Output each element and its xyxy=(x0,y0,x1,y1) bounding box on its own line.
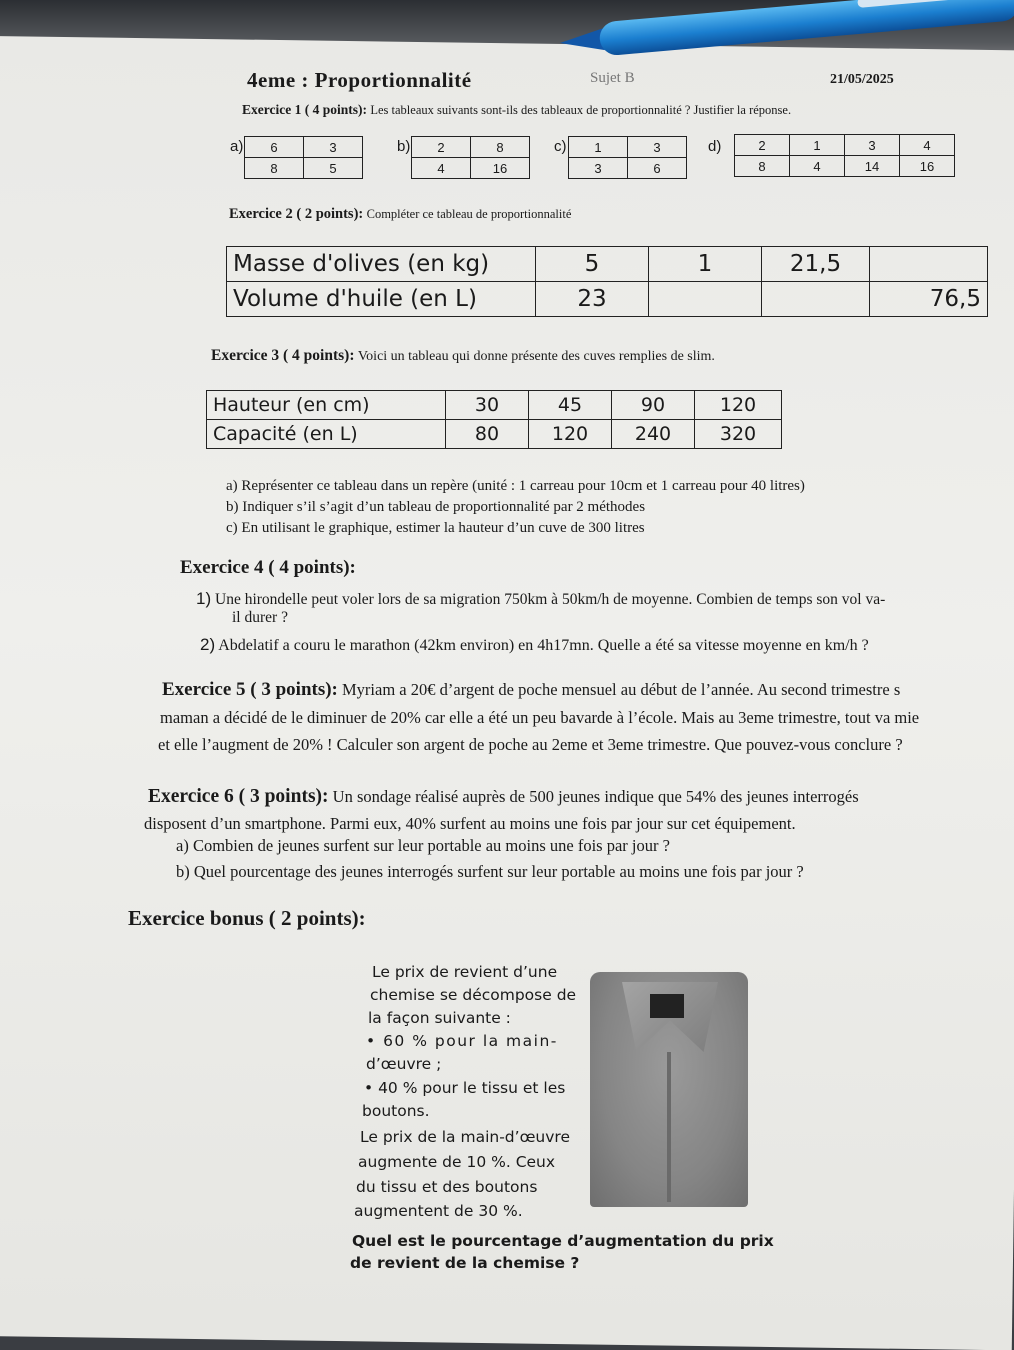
table-cell: 6 xyxy=(245,137,304,158)
table-cell: 23 xyxy=(536,282,649,317)
exercise-4-question-2 xyxy=(200,635,869,655)
bonus-line: d’œuvre ; xyxy=(366,1055,442,1073)
table-d xyxy=(734,134,955,177)
exercise-3-question-c: c) En utilisant le graphique, estimer la hauteur d’un cuve de 300 litres xyxy=(226,520,645,536)
exercise-6-question-b: b) Quel pourcentage des jeunes interrogés surfent sur leur portable au moins une fois par jour ? xyxy=(176,862,804,881)
table-cell: 16 xyxy=(900,156,955,177)
table-cell: 4 xyxy=(900,135,955,156)
table-cell: 1 xyxy=(649,247,762,282)
bonus-line: augmente de 10 %. Ceux xyxy=(358,1153,556,1171)
table-cell: 6 xyxy=(628,158,687,179)
question-text: Une hirondelle peut voler lors de sa migration 750km à 50km/h de moyenne. Combien de temps son vol va- xyxy=(215,591,886,608)
tank-table xyxy=(206,390,782,449)
table-cell: 30 xyxy=(446,391,529,420)
table-b xyxy=(411,136,530,179)
pen-tip xyxy=(559,28,605,54)
table-cell: 3 xyxy=(628,137,687,158)
table-cell: 8 xyxy=(735,156,790,177)
table-cell: 8 xyxy=(245,158,304,179)
table-cell: 120 xyxy=(529,420,612,449)
table-cell: 2 xyxy=(412,137,471,158)
table-cell: 320 xyxy=(695,420,782,449)
table-cell: 16 xyxy=(471,158,530,179)
exercise-6-line-2: disposent d’un smartphone. Parmi eux, 40% surfent au moins une fois par jour sur cet équipement. xyxy=(144,814,796,833)
table-cell: 90 xyxy=(612,391,695,420)
exercise-5-text: Myriam a 20€ d’argent de poche mensuel au début de l’année. Au second trimestre s xyxy=(342,680,901,699)
exercise-5-line-3: et elle l’augment de 20% ! Calculer son argent de poche au 2eme et 3eme trimestre. Que pouvez-vous conclure ? xyxy=(158,735,903,754)
exercise-1-text: Les tableaux suivants sont-ils des tableaux de proportionnalité ? Justifier la réponse. xyxy=(370,103,792,117)
question-number: 1) xyxy=(196,589,212,608)
exercise-bonus-title: Exercice bonus ( 2 points): xyxy=(128,906,366,930)
bonus-question-line: de revient de la chemise ? xyxy=(350,1254,580,1272)
bonus-line: chemise se décompose de xyxy=(370,986,577,1004)
table-a-tag: a) xyxy=(230,138,244,155)
table-cell xyxy=(762,282,870,317)
shirt-image xyxy=(590,972,748,1207)
exercise-2-title: Exercice 2 ( 2 points): xyxy=(229,206,364,222)
table-cell: Capacité (en L) xyxy=(207,420,446,449)
exercise-4-title: Exercice 4 ( 4 points): xyxy=(180,557,356,578)
table-cell: 1 xyxy=(569,137,628,158)
exercise-1-title: Exercice 1 ( 4 points): xyxy=(242,102,367,117)
table-a xyxy=(244,136,363,179)
table-cell: 14 xyxy=(845,156,900,177)
table-d-tag: d) xyxy=(708,138,722,155)
exercise-5-title: Exercice 5 ( 3 points): xyxy=(162,679,338,700)
exercise-3-title: Exercice 3 ( 4 points): xyxy=(211,347,355,364)
table-cell: 76,5 xyxy=(870,282,988,317)
bonus-line: augmentent de 30 %. xyxy=(354,1202,523,1220)
exercise-4-question-1 xyxy=(196,589,885,609)
table-cell: Volume d'huile (en L) xyxy=(227,282,536,317)
exercise-5-line-2: maman a décidé de le diminuer de 20% car elle a été un peu bavarde à l’école. Mais au 3eme trimestre, tout va mie xyxy=(160,708,920,727)
table-b-tag: b) xyxy=(397,138,411,155)
bonus-line: • 60 % pour la main- xyxy=(366,1032,558,1050)
table-cell: Masse d'olives (en kg) xyxy=(227,247,536,282)
table-cell xyxy=(870,247,988,282)
exercise-2-heading xyxy=(229,206,571,223)
exercise-3-question-b: b) Indiquer s’il s’agit d’un tableau de proportionnalité par 2 méthodes xyxy=(226,499,646,515)
table-cell: 4 xyxy=(790,156,845,177)
shirt-label xyxy=(650,994,684,1018)
shirt-placket xyxy=(667,1052,671,1202)
question-number: 2) xyxy=(200,635,216,654)
table-cell: Hauteur (en cm) xyxy=(207,391,446,420)
worksheet-title: 4eme : Proportionnalité xyxy=(247,68,472,92)
exercise-6-question-a: a) Combien de jeunes surfent sur leur portable au moins une fois par jour ? xyxy=(176,836,670,855)
exercise-2-text: Compléter ce tableau de proportionnalité xyxy=(366,207,572,221)
table-cell: 4 xyxy=(412,158,471,179)
exercise-4-question-1-cont: il durer ? xyxy=(232,609,288,626)
exercise-6-title: Exercice 6 ( 3 points): xyxy=(148,786,329,807)
worksheet-date: 21/05/2025 xyxy=(830,72,894,87)
subject-label: Sujet B xyxy=(590,70,635,86)
exercise-3-heading xyxy=(211,347,715,365)
table-cell: 240 xyxy=(612,420,695,449)
table-c-tag: c) xyxy=(554,138,567,155)
table-cell: 21,5 xyxy=(762,247,870,282)
table-cell: 3 xyxy=(304,137,363,158)
table-c xyxy=(568,136,687,179)
table-cell: 8 xyxy=(471,137,530,158)
table-cell: 5 xyxy=(536,247,649,282)
table-cell xyxy=(649,282,762,317)
question-text: Abdelatif a couru le marathon (42km environ) en 4h17mn. Quelle a été sa vitesse moyenne en km/h ? xyxy=(218,637,869,654)
bonus-line: la façon suivante : xyxy=(368,1009,511,1027)
exercise-5-line-1 xyxy=(162,679,900,701)
table-cell: 80 xyxy=(446,420,529,449)
exercise-6-text: Un sondage réalisé auprès de 500 jeunes indique que 54% des jeunes interrogés xyxy=(332,787,859,806)
bonus-line: Le prix de revient d’une xyxy=(372,963,558,981)
bonus-line: Le prix de la main-d’œuvre xyxy=(360,1128,570,1146)
table-cell: 3 xyxy=(845,135,900,156)
olive-table xyxy=(226,246,988,317)
bonus-question-line: Quel est le pourcentage d’augmentation du prix xyxy=(352,1232,774,1250)
bonus-line: boutons. xyxy=(362,1102,430,1120)
table-cell: 1 xyxy=(790,135,845,156)
table-cell: 3 xyxy=(569,158,628,179)
bonus-line: du tissu et des boutons xyxy=(356,1178,538,1196)
exercise-6-line-1 xyxy=(148,786,859,808)
table-cell: 5 xyxy=(304,158,363,179)
table-cell: 45 xyxy=(529,391,612,420)
exercise-1-heading xyxy=(242,102,791,118)
exercise-3-question-a: a) Représenter ce tableau dans un repère (unité : 1 carreau pour 10cm et 1 carreau pour 40 litres) xyxy=(226,478,805,494)
table-cell: 2 xyxy=(735,135,790,156)
table-cell: 120 xyxy=(695,391,782,420)
exercise-3-text: Voici un tableau qui donne présente des cuves remplies de slim. xyxy=(357,349,715,364)
bonus-line: • 40 % pour le tissu et les xyxy=(364,1079,566,1097)
